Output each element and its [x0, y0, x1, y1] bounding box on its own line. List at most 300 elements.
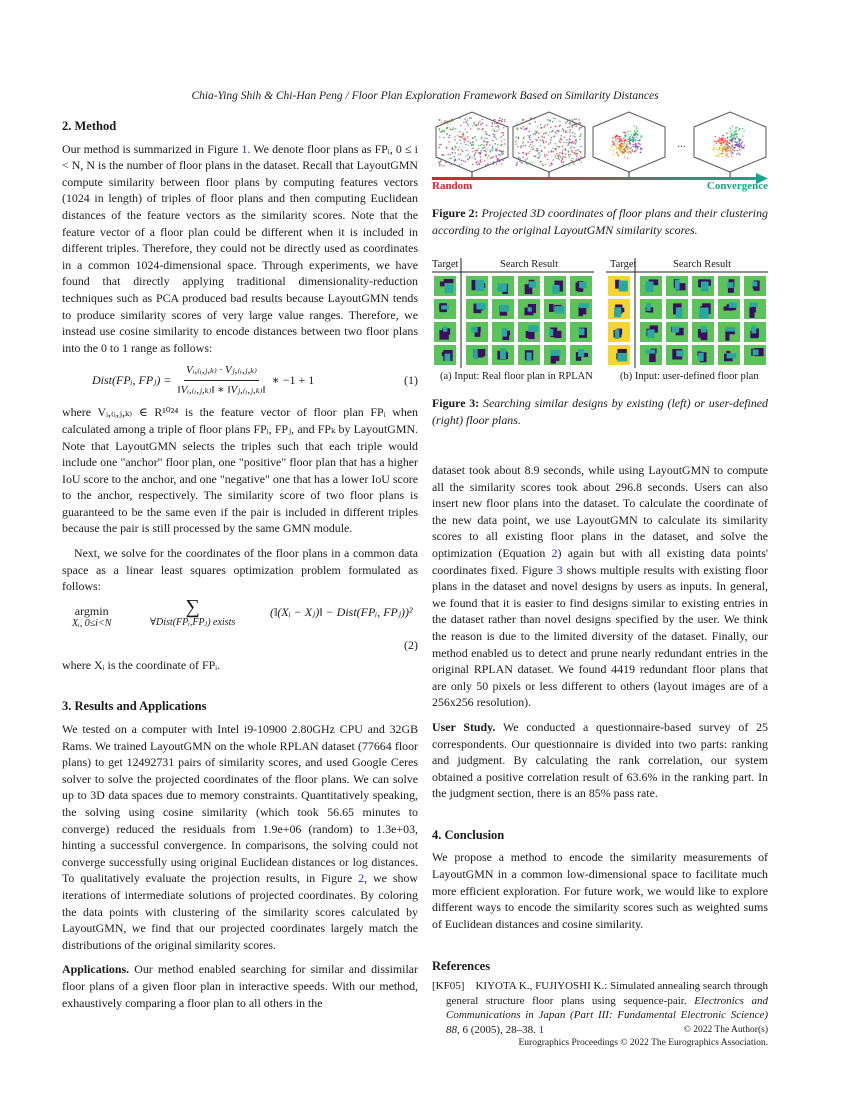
- data-point: [572, 135, 574, 137]
- data-point: [535, 155, 537, 157]
- data-point: [570, 147, 572, 149]
- data-point: [465, 121, 467, 123]
- data-point: [732, 126, 734, 128]
- data-point: [544, 147, 546, 149]
- data-point: [460, 143, 462, 145]
- data-point: [541, 163, 543, 165]
- data-point: [573, 143, 575, 145]
- room-block: [649, 352, 656, 362]
- data-point: [634, 130, 636, 132]
- data-point: [493, 136, 495, 138]
- data-point: [609, 149, 611, 151]
- data-point: [536, 140, 538, 142]
- data-point: [489, 150, 491, 152]
- data-point: [571, 160, 573, 162]
- text: ) again but with all existing data points' coordinates fixed. Figure: [432, 545, 768, 577]
- method-paragraph-3: Next, we solve for the coordinates of the floor plans in a common data space as a linear least squares optimization problem formulated as follows:: [62, 546, 418, 594]
- data-point: [463, 132, 465, 134]
- data-point: [545, 132, 547, 134]
- data-point: [497, 158, 499, 160]
- data-point: [518, 152, 520, 154]
- figure-link[interactable]: 3: [556, 562, 563, 577]
- data-point: [735, 137, 737, 139]
- data-point: [630, 151, 632, 153]
- room-block: [729, 302, 737, 308]
- data-point: [614, 144, 616, 146]
- equation-link[interactable]: 2: [551, 545, 558, 560]
- result-floor-plan: [718, 276, 740, 296]
- data-point: [526, 121, 528, 123]
- room-block: [752, 281, 758, 286]
- data-point: [618, 148, 620, 150]
- data-point: [581, 161, 583, 163]
- data-point: [722, 139, 724, 141]
- data-point: [549, 131, 551, 133]
- data-point: [723, 152, 725, 154]
- data-point: [480, 156, 482, 158]
- text: . We denote floor plans as FPᵢ, 0 ≤ i < N, N is the number of floor plans in the dataset. Recall that LayoutGMN compute similarity between floor plans by computing features vectors (1024 in length) of triples of floor plans and then computing Euclidean distances of the feature vectors as the similarity scores. Note that the feature vector of a floor plan could be different when it is included in different triples. Therefore, they could not be directly used as coordinates in a common 1024-dimensional space. Through experiments, we have found that directly applying traditional dimensionality-reduction techniques such as PCA produced bad results because LayoutGMN tends to produce similarity scores of very large value ranges. Therefore, we instead use cosine similarity to encode distances between two floor plans into the 0 to 1 range as follows:: [62, 141, 418, 355]
- footer-copyright: © 2022 The Author(s): [683, 1025, 768, 1035]
- data-point: [479, 128, 481, 130]
- data-point: [538, 153, 540, 155]
- data-point: [494, 123, 496, 125]
- room-block: [676, 307, 682, 318]
- data-point: [533, 155, 535, 157]
- data-point: [449, 129, 451, 131]
- data-point: [562, 153, 564, 155]
- data-point: [438, 161, 440, 163]
- figure-3-caption: [432, 395, 768, 428]
- data-point: [520, 158, 522, 160]
- result-floor-plan: [492, 322, 514, 342]
- data-point: [566, 139, 568, 141]
- data-point: [548, 134, 550, 136]
- data-point: [550, 162, 552, 164]
- data-point: [558, 130, 560, 132]
- data-point: [742, 135, 744, 137]
- result-floor-plan: [692, 322, 714, 342]
- data-point: [522, 145, 524, 147]
- data-point: [731, 130, 733, 132]
- data-point: [497, 149, 499, 151]
- room-block: [672, 326, 680, 332]
- data-point: [729, 131, 731, 133]
- data-point: [544, 154, 546, 156]
- room-block: [502, 328, 507, 336]
- data-point: [561, 160, 563, 162]
- data-point: [617, 143, 619, 145]
- data-point: [482, 122, 484, 124]
- target-floor-plan: [434, 276, 456, 296]
- data-point: [636, 134, 638, 136]
- data-point: [563, 156, 565, 158]
- data-point: [454, 149, 456, 151]
- data-point: [521, 122, 523, 124]
- data-point: [569, 129, 571, 131]
- room-block: [552, 285, 559, 294]
- figure-link[interactable]: 1: [241, 141, 248, 156]
- data-point: [531, 147, 533, 149]
- hexagon-plot: [694, 112, 766, 172]
- data-point: [483, 140, 485, 142]
- result-floor-plan: [518, 322, 540, 342]
- data-point: [464, 141, 466, 143]
- data-point: [533, 134, 535, 136]
- fig3a-results-header: Search Result: [500, 259, 559, 270]
- data-point: [454, 139, 456, 141]
- data-point: [632, 149, 634, 151]
- data-point: [552, 121, 554, 123]
- room-block: [549, 329, 553, 336]
- data-point: [530, 118, 532, 120]
- data-point: [491, 122, 493, 124]
- data-point: [559, 141, 561, 143]
- result-floor-plan: [692, 299, 714, 319]
- data-point: [575, 126, 577, 128]
- data-point: [556, 153, 558, 155]
- room-block: [529, 281, 536, 287]
- result-floor-plan: [466, 276, 488, 296]
- data-point: [621, 146, 623, 148]
- data-point: [744, 145, 746, 147]
- room-block: [701, 326, 707, 332]
- data-point: [565, 157, 567, 159]
- data-point: [497, 144, 499, 146]
- data-point: [611, 145, 613, 147]
- data-point: [459, 136, 461, 138]
- data-point: [571, 119, 573, 121]
- data-point: [451, 129, 453, 131]
- data-point: [499, 117, 501, 119]
- data-point: [736, 144, 738, 146]
- data-point: [472, 164, 474, 166]
- data-point: [578, 158, 580, 160]
- data-point: [455, 152, 457, 154]
- data-point: [724, 138, 726, 140]
- data-point: [463, 122, 465, 124]
- data-point: [499, 120, 501, 122]
- result-floor-plan: [666, 322, 688, 342]
- room-block: [578, 349, 584, 357]
- data-point: [730, 128, 732, 130]
- reference-backlink[interactable]: 1: [538, 1023, 545, 1036]
- room-block: [753, 349, 759, 355]
- data-point: [727, 150, 729, 152]
- data-point: [743, 130, 745, 132]
- reference-title: Simulated annealing search through general structure floor plans using sequence-pair.: [446, 980, 769, 1007]
- data-point: [572, 151, 574, 153]
- section-heading-results: 3. Results and Applications: [62, 699, 207, 714]
- data-point: [525, 161, 527, 163]
- data-point: [452, 152, 454, 154]
- data-point: [579, 159, 581, 161]
- data-point: [569, 120, 571, 122]
- data-point: [625, 147, 627, 149]
- result-floor-plan: [570, 322, 592, 342]
- data-point: [465, 144, 467, 146]
- data-point: [742, 141, 744, 143]
- eq1-denominator: ‖Vᵢ,₍ᵢ,ⱼ,ₖ₎‖ ∗ ‖Vⱼ,₍ᵢ,ⱼ,ₖ₎‖: [177, 383, 266, 396]
- data-point: [736, 135, 738, 137]
- data-point: [574, 118, 576, 120]
- data-point: [538, 137, 540, 139]
- figure-link[interactable]: 2: [358, 871, 365, 886]
- result-floor-plan: [492, 345, 514, 365]
- data-point: [722, 135, 724, 137]
- data-point: [446, 147, 448, 149]
- data-point: [580, 156, 582, 158]
- data-point: [534, 118, 536, 120]
- data-point: [451, 146, 453, 148]
- room-block: [646, 349, 655, 353]
- data-point: [494, 119, 496, 121]
- eq2-number: (2): [404, 637, 418, 652]
- data-point: [479, 160, 481, 162]
- data-point: [441, 164, 443, 166]
- data-point: [713, 149, 715, 151]
- room-block: [445, 284, 454, 293]
- conclusion-paragraph: We propose a method to encode the similarity measurements of LayoutGMN in a common low-dimensional space to facilitate much more efficient exploration. For future work, we would like to explore different ways to encode the similarity scores such as weighted sums of Euclidean distances and cosine similarity.: [432, 850, 768, 931]
- user-study-label: User Study.: [432, 719, 496, 734]
- data-point: [441, 124, 443, 126]
- data-point: [439, 128, 441, 130]
- data-point: [479, 153, 481, 155]
- data-point: [484, 160, 486, 162]
- result-floor-plan: [570, 345, 592, 365]
- room-block: [476, 303, 486, 309]
- data-point: [566, 142, 568, 144]
- data-point: [734, 150, 736, 152]
- data-point: [637, 140, 639, 142]
- room-block: [698, 353, 703, 361]
- data-point: [530, 162, 532, 164]
- data-point: [548, 143, 550, 145]
- data-point: [579, 136, 581, 138]
- data-point: [495, 126, 497, 128]
- data-point: [565, 150, 567, 152]
- data-point: [558, 154, 560, 156]
- data-point: [555, 126, 557, 128]
- data-point: [564, 132, 566, 134]
- data-point: [486, 153, 488, 155]
- data-point: [553, 151, 555, 153]
- data-point: [620, 144, 622, 146]
- data-point: [552, 117, 554, 119]
- data-point: [618, 155, 620, 157]
- data-point: [503, 153, 505, 155]
- data-point: [521, 145, 523, 147]
- data-point: [539, 145, 541, 147]
- data-point: [568, 143, 570, 145]
- reference-key: [KF05]: [432, 980, 465, 993]
- data-point: [637, 146, 639, 148]
- data-point: [551, 151, 553, 153]
- data-point: [440, 159, 442, 161]
- data-point: [483, 144, 485, 146]
- data-point: [620, 136, 622, 138]
- data-point: [485, 141, 487, 143]
- text: We conducted a questionnaire-based survey of 25 correspondents. Our questionnaire is divided into two parts: ranking and judgment. By calculating the rank correlation, our system obtained a positive correlation result of 63.6% in the ranking part. In the judgment section, there is an 85% pass rate.: [432, 719, 768, 801]
- result-floor-plan: [466, 322, 488, 342]
- data-point: [534, 121, 536, 123]
- data-point: [636, 148, 638, 150]
- target-floor-plan: [434, 345, 456, 365]
- data-point: [630, 147, 632, 149]
- data-point: [540, 124, 542, 126]
- data-point: [489, 135, 491, 137]
- room-block: [500, 305, 509, 312]
- data-point: [454, 136, 456, 138]
- data-point: [723, 149, 725, 151]
- data-point: [467, 141, 469, 143]
- data-point: [486, 137, 488, 139]
- data-point: [740, 140, 742, 142]
- data-point: [569, 165, 571, 167]
- data-point: [623, 132, 625, 134]
- data-point: [575, 143, 577, 145]
- data-point: [619, 138, 621, 140]
- data-point: [627, 157, 629, 159]
- data-point: [470, 128, 472, 130]
- room-block: [619, 281, 628, 292]
- data-point: [492, 147, 494, 149]
- data-point: [627, 148, 629, 150]
- result-floor-plan: [544, 345, 566, 365]
- data-point: [499, 161, 501, 163]
- data-point: [735, 129, 737, 131]
- equation-2: [62, 595, 418, 657]
- data-point: [571, 125, 573, 127]
- data-point: [439, 165, 441, 167]
- data-point: [630, 131, 632, 133]
- data-point: [533, 145, 535, 147]
- data-point: [459, 139, 461, 141]
- data-point: [468, 125, 470, 127]
- data-point: [544, 164, 546, 166]
- method-paragraph-1: [62, 141, 418, 357]
- data-point: [568, 154, 570, 156]
- data-point: [480, 144, 482, 146]
- data-point: [577, 149, 579, 151]
- data-point: [620, 149, 622, 151]
- data-point: [467, 136, 469, 138]
- result-floor-plan: [492, 276, 514, 296]
- data-point: [533, 132, 535, 134]
- data-point: [621, 139, 623, 141]
- data-point: [452, 119, 454, 121]
- result-floor-plan: [744, 276, 766, 296]
- data-point: [726, 140, 728, 142]
- data-point: [725, 154, 727, 156]
- data-point: [533, 148, 535, 150]
- data-point: [634, 140, 636, 142]
- data-point: [470, 117, 472, 119]
- data-point: [486, 148, 488, 150]
- data-point: [572, 132, 574, 134]
- data-point: [522, 126, 524, 128]
- data-point: [540, 139, 542, 141]
- data-point: [551, 137, 553, 139]
- data-point: [446, 133, 448, 135]
- data-point: [504, 121, 506, 123]
- data-point: [449, 158, 451, 160]
- data-point: [551, 164, 553, 166]
- data-point: [544, 137, 546, 139]
- data-point: [733, 131, 735, 133]
- data-point: [717, 140, 719, 142]
- data-point: [532, 141, 534, 143]
- room-block: [475, 280, 484, 291]
- data-point: [633, 138, 635, 140]
- data-point: [492, 150, 494, 152]
- room-block: [440, 282, 445, 287]
- fig3a-subcaption: (a) Input: Real floor plan in RPLAN: [440, 371, 593, 382]
- data-point: [472, 151, 474, 153]
- result-floor-plan: [544, 276, 566, 296]
- data-point: [543, 133, 545, 135]
- data-point: [626, 145, 628, 147]
- data-point: [727, 144, 729, 146]
- data-point: [464, 137, 466, 139]
- data-point: [715, 141, 717, 143]
- data-point: [464, 139, 466, 141]
- fig2-ellipsis: ...: [677, 136, 686, 150]
- data-point: [504, 119, 506, 121]
- section-heading-method: 2. Method: [62, 119, 117, 133]
- data-point: [559, 139, 561, 141]
- data-point: [718, 151, 720, 153]
- equation-1: [62, 362, 418, 398]
- data-point: [545, 141, 547, 143]
- data-point: [486, 125, 488, 127]
- data-point: [448, 141, 450, 143]
- data-point: [724, 141, 726, 143]
- room-block: [617, 349, 626, 354]
- data-point: [495, 149, 497, 151]
- data-point: [741, 143, 743, 145]
- result-floor-plan: [666, 299, 688, 319]
- data-point: [472, 141, 474, 143]
- data-point: [575, 153, 577, 155]
- data-point: [461, 136, 463, 138]
- data-point: [518, 158, 520, 160]
- room-block: [749, 307, 754, 318]
- data-point: [612, 144, 614, 146]
- text: , we show iterations of intermediate solutions of projected coordinates. By coloring the data points with clustering of the similarity scores calculated by LayoutGMN, we find that our projected coordinates largely match the distributions of the original similarity scores.: [62, 871, 419, 952]
- data-point: [562, 149, 564, 151]
- room-block: [526, 352, 531, 361]
- room-block: [579, 328, 585, 335]
- data-point: [620, 140, 622, 142]
- data-point: [569, 142, 571, 144]
- data-point: [580, 123, 582, 125]
- data-point: [439, 163, 441, 165]
- data-point: [502, 160, 504, 162]
- data-point: [524, 129, 526, 131]
- fig3b-subcaption: (b) Input: user-defined floor plan: [620, 371, 759, 382]
- data-point: [458, 158, 460, 160]
- data-point: [438, 147, 440, 149]
- argmin-subscript: Xᵢ, 0≤i<N: [72, 618, 112, 630]
- data-point: [458, 154, 460, 156]
- data-point: [537, 126, 539, 128]
- data-point: [543, 142, 545, 144]
- sum-subscript: ∀Dist(FPᵢ,FPⱼ) exists: [150, 616, 236, 628]
- eq2-sum: [150, 597, 235, 628]
- data-point: [638, 143, 640, 145]
- data-point: [522, 142, 524, 144]
- data-point: [572, 141, 574, 143]
